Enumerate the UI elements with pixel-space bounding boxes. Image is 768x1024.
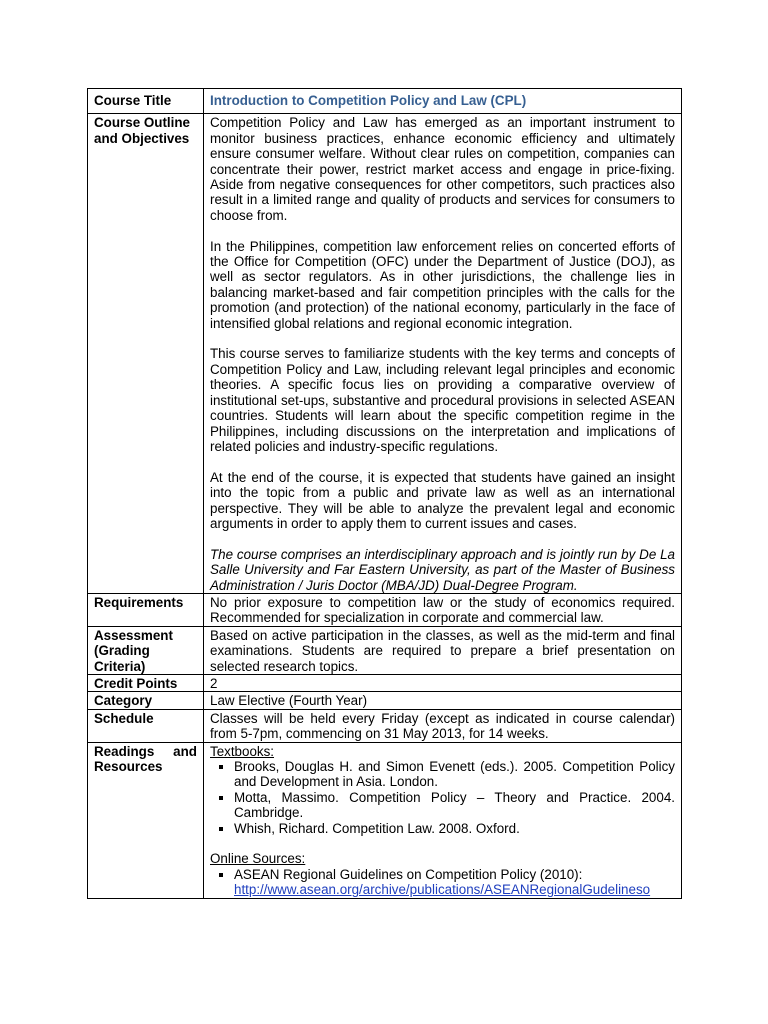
textbook-item: ▪ Brooks, Douglas H. and Simon Evenett (eds.). 2005. Competition Policy and Development in Asia. London.: [234, 759, 675, 790]
row-readings: [88, 742, 682, 898]
label-course-outline: Course Outline and Objectives: [88, 114, 204, 594]
credit-points-value: 2: [204, 674, 682, 691]
requirements-value: No prior exposure to competition law or the study of economics required. Recommended for specialization in corporate and commercial law.: [204, 593, 682, 626]
online-source-text: ASEAN Regional Guidelines on Competition Policy (2010):: [234, 866, 583, 882]
course-outline-value: [204, 114, 682, 594]
textbook-item: ▪ Whish, Richard. Competition Law. 2008. Oxford.: [234, 821, 675, 836]
label-course-title: Course Title: [88, 89, 204, 114]
section-spacer: [210, 836, 675, 851]
label-assessment: Assessment (Grading Criteria): [88, 626, 204, 674]
course-title-text: Introduction to Competition Policy and Law (CPL): [210, 93, 527, 108]
row-course-title: [88, 89, 682, 114]
category-value: Law Elective (Fourth Year): [204, 692, 682, 709]
textbook-item: ▪ Motta, Massimo. Competition Policy – Theory and Practice. 2004. Cambridge.: [234, 790, 675, 821]
row-course-outline: [88, 114, 682, 594]
outline-paragraph: In the Philippines, competition law enforcement relies on concerted efforts of the Office for Competition (OFC) under the Department of Justice (DOJ), as well as sector regulators. As in other jurisdictions, the challenge lies in balancing market-based and fair competition principles with the calls for the promotion (and protection) of the national economy, particularly in the face of intensified global relations and regional economic integration.: [210, 238, 675, 331]
outline-closing-note: The course comprises an interdisciplinary approach and is jointly run by De La Salle University and Far Eastern University, as part of the Master of Business Administration / Juris Doctor (MBA/JD) Dual-Degree Program.: [210, 546, 675, 593]
row-credit-points: [88, 674, 682, 691]
outline-paragraph: At the end of the course, it is expected that students have gained an insight into the topic from a public and private law as well as an international perspective. They will be able to analyze the prevalent legal and economic arguments in order to apply them to current issues and cases.: [210, 469, 675, 531]
row-schedule: [88, 709, 682, 742]
assessment-value: Based on active participation in the classes, as well as the mid-term and final examinations. Students are required to prepare a brief presentation on selected research topics.: [204, 626, 682, 674]
row-assessment: [88, 626, 682, 674]
label-readings: Readings and Resources: [88, 742, 204, 898]
label-schedule: Schedule: [88, 709, 204, 742]
schedule-value: Classes will be held every Friday (except as indicated in course calendar) from 5-7pm, commencing on 31 May 2013, for 14 weeks.: [204, 709, 682, 742]
row-requirements: [88, 593, 682, 626]
online-source-link[interactable]: http://www.asean.org/archive/publications/ASEANRegionalGudelineso: [234, 882, 651, 898]
online-sources-heading: Online Sources:: [210, 851, 306, 867]
row-category: [88, 692, 682, 709]
outline-paragraph: Competition Policy and Law has emerged as an important instrument to monitor business practices, enhance economic efficiency and ultimately ensure consumer welfare. Without clear rules on competition, companies can concentrate their power, restrict market access and engage in price-fixing. Aside from negative consequences for other competitors, such practices also result in a limited range and quality of products and services for consumers to choose from.: [210, 115, 675, 223]
label-requirements: Requirements: [88, 593, 204, 626]
outline-paragraph: This course serves to familiarize students with the key terms and concepts of Competition Policy and Law, including relevant legal principles and economic theories. A specific focus lies on providing a comparative overview of institutional set-ups, substantive and procedural provisions in selected ASEAN countries. Students will learn about the specific competition regime in the Philippines, including discussions on the interpretation and implications of related policies and industry-specific regulations.: [210, 346, 675, 454]
online-source-item: [234, 867, 675, 898]
course-title-value: [204, 89, 682, 114]
label-credit-points: Credit Points: [88, 674, 204, 691]
readings-value: [204, 742, 682, 898]
online-sources-list: [210, 867, 675, 898]
label-category: Category: [88, 692, 204, 709]
course-table: [87, 88, 682, 899]
textbooks-list: [210, 759, 675, 836]
textbooks-heading: Textbooks:: [210, 743, 275, 759]
